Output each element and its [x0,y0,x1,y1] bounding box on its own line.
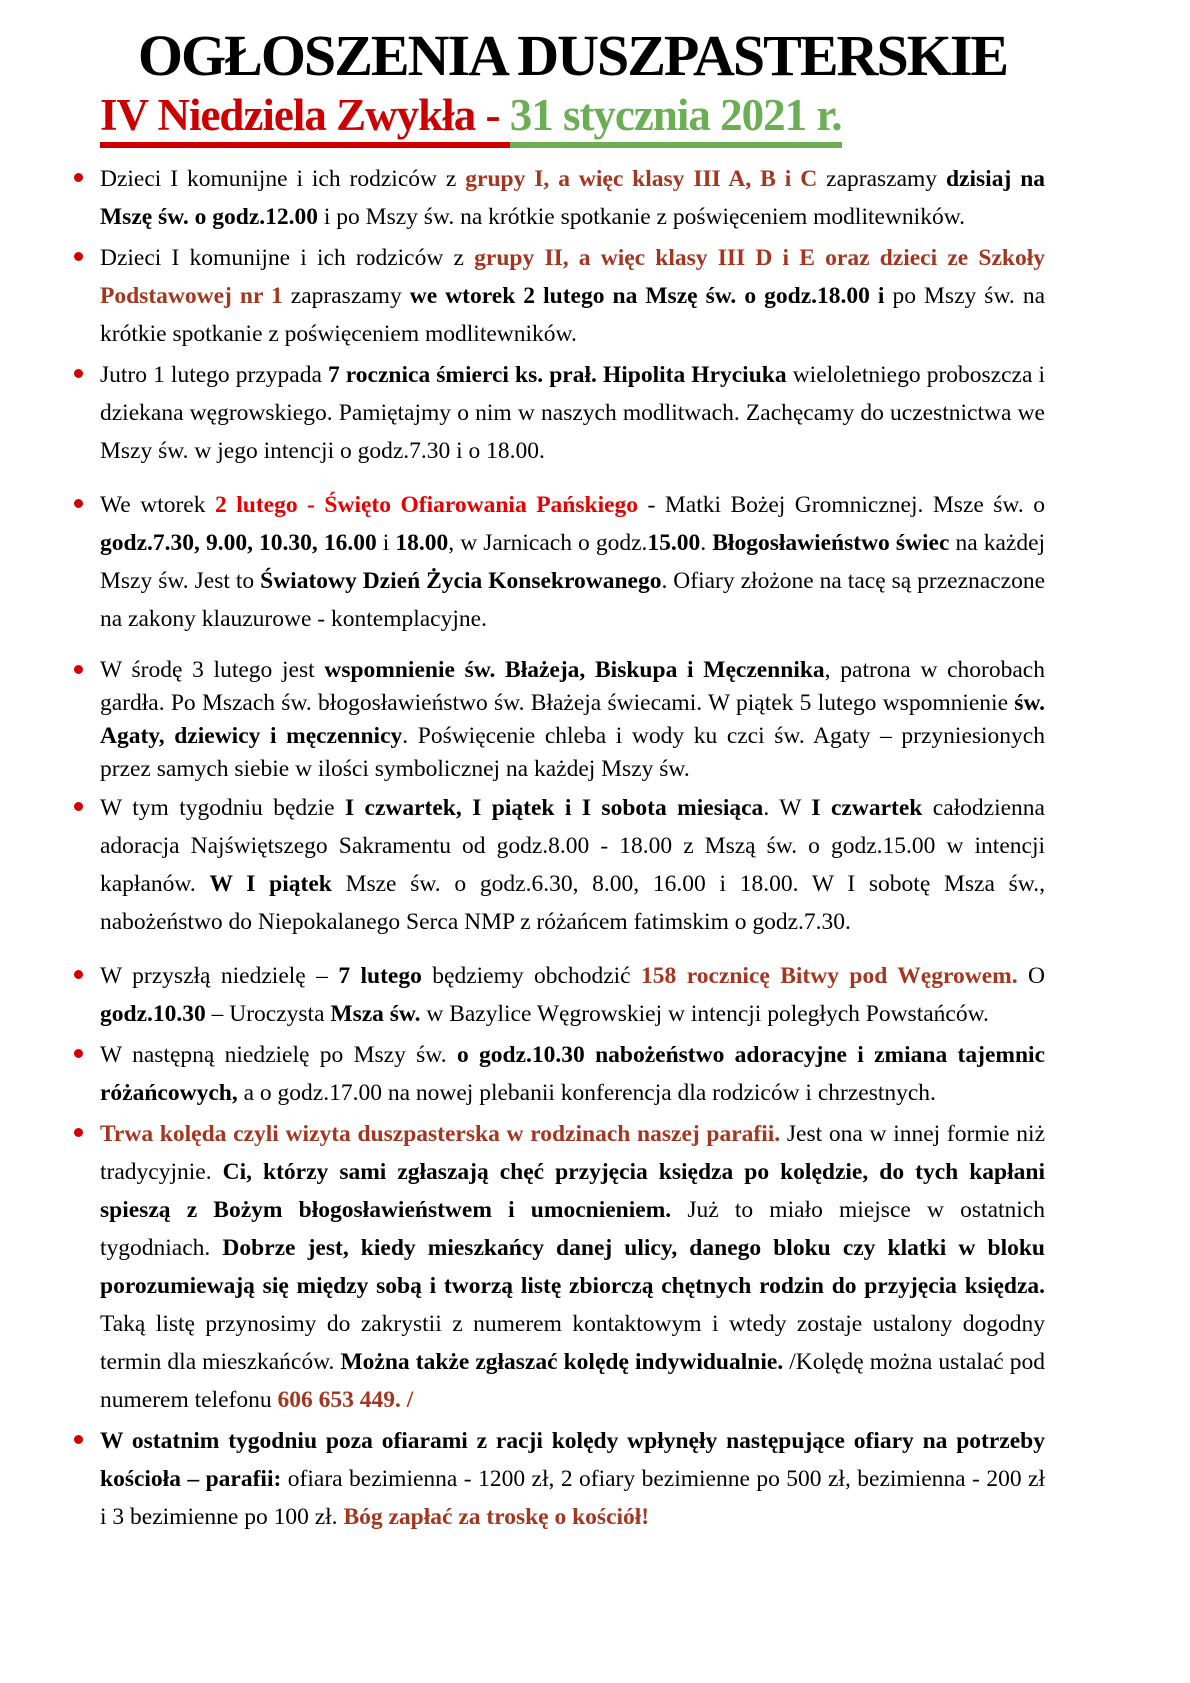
page-subtitle [100,90,1045,142]
text-segment: W następną niedzielę po Mszy św. [100,1041,457,1068]
bullet-icon [74,369,83,378]
announcement-text [100,239,1045,353]
text-segment: we wtorek 2 lutego na Mszę św. o godz.18.00 i [409,282,885,309]
bullet-icon [74,173,83,182]
text-segment: Można także zgłaszać kolędę indywidualnie. [340,1348,784,1375]
text-segment: . Poświęcenie chleba i wody ku czci św. Agaty – przyniesionych przez samych siebie w ilości symbolicznej na każdej Mszy św. [100,722,1045,782]
text-segment: , w Jarnicach o godz. [448,529,648,556]
announcement-item [100,1422,1045,1536]
text-segment: W przyszłą niedzielę – [100,962,339,989]
announcement-item [100,1115,1045,1419]
text-segment: W ostatnim tygodniu poza ofiarami z racji kolędy wpłynęły następujące ofiary na potrzeby kościoła – parafii: [100,1427,1045,1492]
text-segment: We wtorek [100,491,215,518]
text-segment: – Uroczysta [205,1000,331,1027]
text-segment: Ci, którzy sami zgłaszają chęć przyjęcia księdza po kolędzie, do tych kapłani spieszą z Bożym błogosławieństwem i umocnieniem. [100,1158,1045,1223]
text-segment: Taką listę przynosimy do zakrystii z numerem kontaktowym i wtedy zostaje ustalony dogodny termin dla mieszkańców. [100,1310,1045,1375]
announcement-item [100,486,1045,638]
bullet-icon [74,252,83,261]
announcement-text [100,789,1045,941]
bullet-icon [74,499,83,508]
text-segment: i [376,529,396,556]
text-segment: I czwartek [811,794,923,821]
text-segment: w Bazylice Węgrowskiej w intencji poległych Powstańców. [420,1000,989,1027]
text-segment: Błogosławieństwo świec [712,529,950,556]
text-segment: Bóg zapłać za troskę o kościół! [343,1503,650,1530]
bullet-icon [74,1435,83,1444]
text-segment: W środę 3 lutego jest [100,656,325,683]
announcement-item [100,1036,1045,1112]
text-segment: 606 653 449. / [277,1386,414,1413]
text-segment: na każdej Mszy św. Jest to [100,529,1046,594]
text-segment: św. Agaty, dziewicy i męczennicy [100,689,1045,749]
bullet-icon [74,970,83,979]
text-segment: W I piątek [209,870,332,897]
announcement-text [100,654,1045,786]
text-segment: 7 lutego [338,962,422,989]
bullet-icon [74,1049,83,1058]
announcement-item [100,160,1045,236]
text-segment: Dobrze jest, kiedy mieszkańcy danej ulicy, danego bloku czy klatki w bloku porozumiewają się między sobą i tworzą listę zbiorczą chętnych rodzin do przyjęcia księdza. [100,1234,1045,1299]
announcement-text [100,1115,1045,1419]
text-segment: 2 lutego - Święto Ofiarowania Pańskiego [214,491,639,518]
text-segment: - Matki Bożej Gromnicznej. Msze św. o [638,491,1045,518]
bullet-icon [74,1128,83,1137]
text-segment: Już to miało miejsce w ostatnich tygodniach. [100,1196,1045,1261]
text-segment: Dzieci I komunijne i ich rodziców z [100,165,466,192]
text-segment: . W [763,794,812,821]
announcement-list [100,160,1045,1536]
text-segment: Msze św. o godz.6.30, 8.00, 16.00 i 18.00. W I sobotę Msza św., nabożeństwo do Niepokalanego Serca NMP z różańcem fatimskim o godz.7.30. [100,870,1045,935]
text-segment: 158 rocznicę Bitwy pod Węgrowem. [641,962,1018,989]
text-segment: Jutro 1 lutego przypada [100,361,328,388]
text-segment: godz.7.30, 9.00, 10.30, 16.00 [100,529,377,556]
text-segment: grupy II, a więc klasy III D i E oraz dzieci ze Szkoły Podstawowej nr 1 [100,244,1045,309]
page-title: OGŁOSZENIA DUSZPASTERSKIE [137,23,1008,88]
text-segment: a o godz.17.00 na nowej plebanii konferencja dla rodziców i chrzestnych. [237,1079,936,1106]
announcement-item [100,356,1045,470]
text-segment: 15.00 [647,529,701,556]
text-segment: Dzieci I komunijne i ich rodziców z [100,244,475,271]
text-segment: i po Mszy św. na krótkie spotkanie z poświęceniem modlitewników. [318,203,966,230]
announcement-item [100,239,1045,353]
bullet-icon [74,802,83,811]
announcement-item [100,957,1045,1033]
text-segment: Trwa kolęda czyli wizyta duszpasterska w rodzinach naszej parafii. [100,1120,781,1147]
text-segment: będziemy obchodzić [421,962,642,989]
announcement-text [100,1036,1045,1112]
text-segment: dzisiaj na Mszę św. o godz.12.00 [100,165,1046,230]
text-segment: W tym tygodniu będzie [100,794,345,821]
text-segment: o godz.10.30 nabożeństwo adoracyjne i zmiana tajemnic różańcowych, [100,1041,1045,1106]
announcement-text [100,486,1045,638]
subtitle-date-value: 31 stycznia 2021 r. [510,90,842,148]
text-segment: zapraszamy [817,165,946,192]
announcement-item [100,654,1045,786]
announcement-text [100,160,1045,236]
text-segment: wieloletniego proboszcza i dziekana węgrowskiego. Pamiętajmy o nim w naszych modlitwach. Zachęcamy do uczestnictwa we Mszy św. w jego intencji o godz.7.30 i o 18.00. [100,361,1046,464]
announcement-text [100,356,1045,470]
bullet-icon [74,665,83,674]
text-segment: wspomnienie św. Błażeja, Biskupa i Męczennika [324,656,825,683]
text-segment: ofiara bezimienna - 1200 zł, 2 ofiary bezimienne po 500 zł, bezimienna - 200 zł i 3 bezimienne po 100 zł. [100,1465,1045,1530]
text-segment: . Ofiary złożone na tacę są przeznaczone na zakony klauzurowe - kontemplacyjne. [100,567,1045,632]
text-segment: całodzienna adoracja Najświętszego Sakramentu od godz.8.00 - 18.00 z Mszą św. o godz.15.00 w intencji kapłanów. [100,794,1045,897]
text-segment: Jest ona w innej formie niż tradycyjnie. [100,1120,1045,1185]
text-segment: 18.00 [395,529,449,556]
text-segment: po Mszy św. na krótkie spotkanie z poświęceniem modlitewników. [100,282,1045,347]
text-segment: . [700,529,713,556]
announcement-item [100,789,1045,941]
text-segment: , patrona w chorobach gardła. Po Mszach św. błogosławieństwo św. Błażeja świecami. W piątek 5 lutego wspomnienie [100,656,1045,716]
text-segment: godz.10.30 [100,1000,206,1027]
text-segment: O [1017,962,1045,989]
text-segment: zapraszamy [282,282,410,309]
announcement-text [100,957,1045,1033]
text-segment: /Kolędę można ustalać pod numerem telefonu [100,1348,1045,1413]
text-segment: I czwartek, I piątek i I sobota miesiąca [344,794,764,821]
text-segment: 7 rocznica śmierci ks. prał. Hipolita Hryciuka [327,361,787,388]
text-segment: grupy I, a więc klasy III A, B i C [465,165,818,192]
announcement-text [100,1422,1045,1536]
text-segment: Msza św. [330,1000,421,1027]
subtitle-date-name: IV Niedziela Zwykła - [100,90,510,148]
text-segment: Światowy Dzień Życia Konsekrowanego [260,567,662,594]
